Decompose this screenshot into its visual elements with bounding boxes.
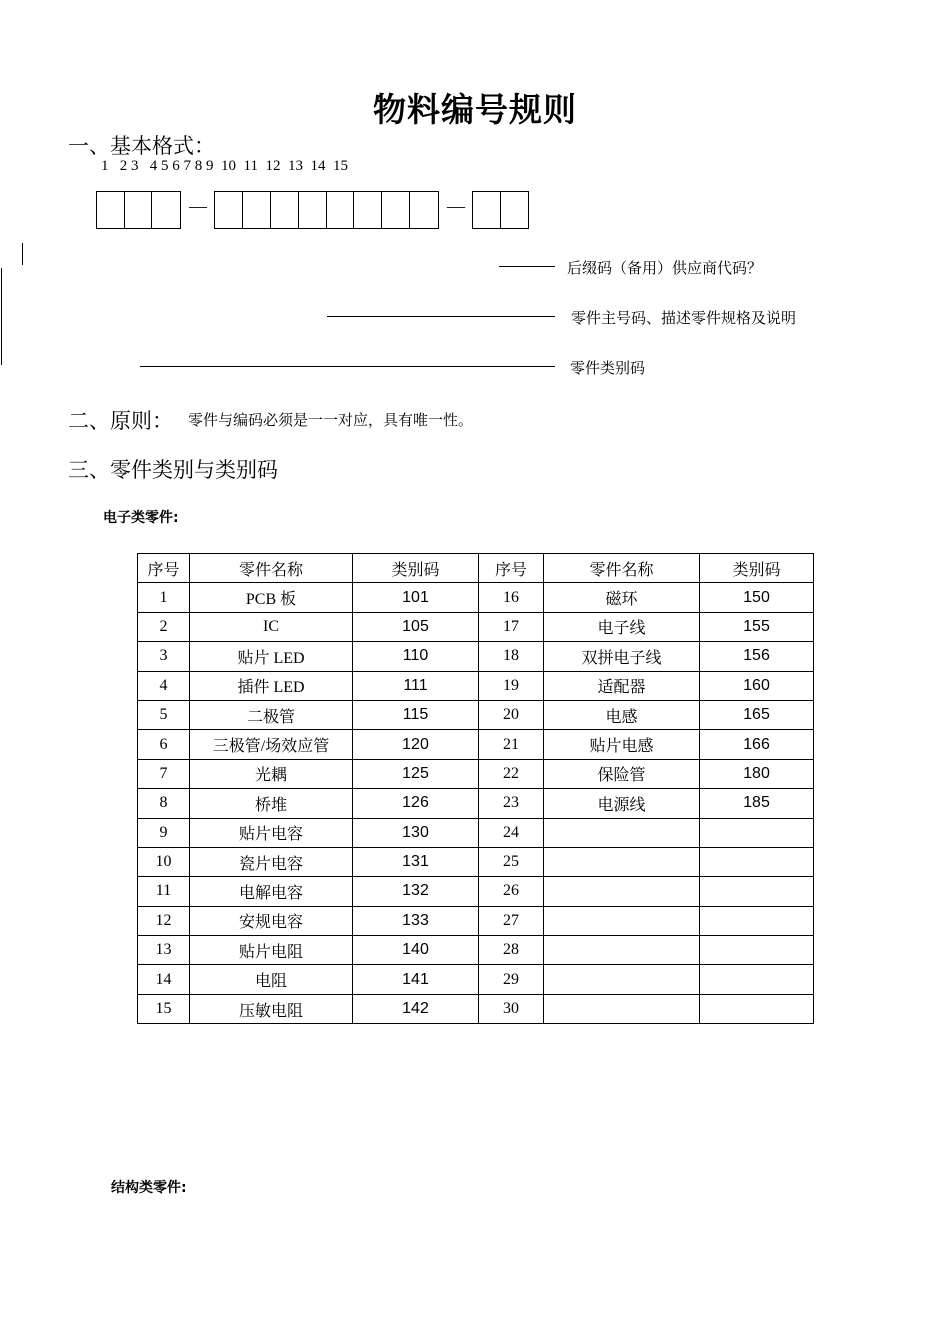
header-cell: 类别码: [700, 554, 814, 583]
part-name-cell: [544, 877, 700, 906]
row-number-cell: 30: [479, 994, 544, 1023]
code-box: [152, 192, 180, 228]
category-code-cell: 160: [700, 671, 814, 700]
section-basic-format-heading: 一、基本格式：: [68, 134, 215, 158]
header-cell: 零件名称: [544, 554, 700, 583]
table-row: [138, 818, 814, 847]
part-name-cell: 贴片电容: [190, 818, 353, 847]
code-separator: —: [447, 196, 465, 216]
suffix-code-boxes: [472, 191, 529, 229]
category-code-table: [137, 553, 814, 1024]
row-number-cell: 28: [479, 936, 544, 965]
digit-position-numbers: 1 2 3 4 5 6 7 8 9 10 11 12 13 14 15: [101, 158, 348, 174]
part-name-cell: 电感: [544, 700, 700, 729]
part-name-cell: 磁环: [544, 583, 700, 612]
row-number-cell: 17: [479, 612, 544, 641]
document-title: 物料编号规则: [373, 90, 577, 129]
part-name-cell: 安规电容: [190, 906, 353, 935]
margin-mark: [1, 268, 2, 365]
part-name-cell: 电解电容: [190, 877, 353, 906]
row-number-cell: 1: [138, 583, 190, 612]
category-code-cell: [700, 994, 814, 1023]
row-number-cell: 22: [479, 759, 544, 788]
table-row: [138, 994, 814, 1023]
code-box: [473, 192, 501, 228]
category-code-cell: 110: [353, 642, 479, 671]
table-header-row: [138, 554, 814, 583]
row-number-cell: 2: [138, 612, 190, 641]
category-code-cell: 101: [353, 583, 479, 612]
principle-text: 零件与编码必须是一一对应，具有唯一性。: [188, 413, 474, 429]
row-number-cell: 23: [479, 789, 544, 818]
row-number-cell: 8: [138, 789, 190, 818]
row-number-cell: 10: [138, 847, 190, 876]
category-code-cell: 125: [353, 759, 479, 788]
header-cell: 零件名称: [190, 554, 353, 583]
code-box: [125, 192, 153, 228]
category-code-cell: [700, 877, 814, 906]
leader-line: [327, 316, 555, 317]
section-principle-heading: 二、原则：: [68, 409, 173, 433]
category-code-cell: 105: [353, 612, 479, 641]
category-code-boxes: [96, 191, 181, 229]
table-row: [138, 583, 814, 612]
part-name-cell: 贴片 LED: [190, 642, 353, 671]
part-name-cell: [544, 994, 700, 1023]
row-number-cell: 29: [479, 965, 544, 994]
row-number-cell: 20: [479, 700, 544, 729]
category-code-cell: 111: [353, 671, 479, 700]
category-code-cell: 150: [700, 583, 814, 612]
margin-mark: [22, 243, 23, 265]
row-number-cell: 13: [138, 936, 190, 965]
electronic-parts-label: 电子类零件:: [103, 510, 179, 526]
part-name-cell: 贴片电阻: [190, 936, 353, 965]
part-name-cell: [544, 965, 700, 994]
row-number-cell: 25: [479, 847, 544, 876]
table-row: [138, 759, 814, 788]
row-number-cell: 21: [479, 730, 544, 759]
annotation-suffix-code: 后缀码（备用）供应商代码？: [567, 261, 763, 277]
part-name-cell: 贴片电感: [544, 730, 700, 759]
code-box: [382, 192, 410, 228]
code-box: [327, 192, 355, 228]
code-box: [354, 192, 382, 228]
row-number-cell: 5: [138, 700, 190, 729]
part-name-cell: [544, 847, 700, 876]
code-box: [410, 192, 438, 228]
category-code-cell: 142: [353, 994, 479, 1023]
row-number-cell: 11: [138, 877, 190, 906]
part-name-cell: 二极管: [190, 700, 353, 729]
part-name-cell: 电阻: [190, 965, 353, 994]
code-box: [97, 192, 125, 228]
category-code-cell: 130: [353, 818, 479, 847]
code-separator: —: [189, 196, 207, 216]
category-code-cell: 126: [353, 789, 479, 818]
section-categories-heading: 三、零件类别与类别码: [68, 458, 278, 482]
table-row: [138, 936, 814, 965]
category-code-cell: 180: [700, 759, 814, 788]
row-number-cell: 12: [138, 906, 190, 935]
annotation-category-code: 零件类别码: [570, 361, 646, 377]
row-number-cell: 27: [479, 906, 544, 935]
table-row: [138, 906, 814, 935]
category-code-cell: 140: [353, 936, 479, 965]
category-code-cell: 166: [700, 730, 814, 759]
part-name-cell: 三极管/场效应管: [190, 730, 353, 759]
part-name-cell: 双拼电子线: [544, 642, 700, 671]
part-name-cell: 光耦: [190, 759, 353, 788]
row-number-cell: 19: [479, 671, 544, 700]
main-code-boxes: [214, 191, 439, 229]
part-name-cell: PCB 板: [190, 583, 353, 612]
header-cell: 序号: [138, 554, 190, 583]
category-code-cell: [700, 906, 814, 935]
code-box: [299, 192, 327, 228]
part-name-cell: 瓷片电容: [190, 847, 353, 876]
category-code-cell: 115: [353, 700, 479, 729]
part-name-cell: [544, 906, 700, 935]
category-code-cell: [700, 936, 814, 965]
table-row: [138, 847, 814, 876]
part-name-cell: [544, 936, 700, 965]
row-number-cell: 9: [138, 818, 190, 847]
part-name-cell: 桥堆: [190, 789, 353, 818]
row-number-cell: 6: [138, 730, 190, 759]
code-box: [501, 192, 528, 228]
header-cell: 序号: [479, 554, 544, 583]
row-number-cell: 14: [138, 965, 190, 994]
part-name-cell: 适配器: [544, 671, 700, 700]
structural-parts-label: 结构类零件:: [111, 1180, 187, 1196]
row-number-cell: 26: [479, 877, 544, 906]
table-row: [138, 671, 814, 700]
category-code-cell: 185: [700, 789, 814, 818]
row-number-cell: 18: [479, 642, 544, 671]
category-code-cell: 131: [353, 847, 479, 876]
part-name-cell: 电源线: [544, 789, 700, 818]
code-box: [215, 192, 243, 228]
row-number-cell: 7: [138, 759, 190, 788]
annotation-main-code: 零件主号码、描述零件规格及说明: [571, 311, 797, 327]
row-number-cell: 4: [138, 671, 190, 700]
part-name-cell: 插件 LED: [190, 671, 353, 700]
part-name-cell: 保险管: [544, 759, 700, 788]
category-code-cell: 156: [700, 642, 814, 671]
category-code-cell: [700, 847, 814, 876]
part-name-cell: 压敏电阻: [190, 994, 353, 1023]
part-name-cell: 电子线: [544, 612, 700, 641]
category-code-cell: 155: [700, 612, 814, 641]
part-name-cell: [544, 818, 700, 847]
table-row: [138, 612, 814, 641]
category-code-cell: 165: [700, 700, 814, 729]
table-row: [138, 700, 814, 729]
table-row: [138, 877, 814, 906]
category-code-cell: [700, 818, 814, 847]
category-code-cell: [700, 965, 814, 994]
table-row: [138, 789, 814, 818]
code-box: [243, 192, 271, 228]
row-number-cell: 16: [479, 583, 544, 612]
row-number-cell: 3: [138, 642, 190, 671]
leader-line: [499, 266, 555, 267]
category-code-cell: 120: [353, 730, 479, 759]
table-row: [138, 730, 814, 759]
header-cell: 类别码: [353, 554, 479, 583]
category-code-cell: 141: [353, 965, 479, 994]
part-name-cell: IC: [190, 612, 353, 641]
code-box: [271, 192, 299, 228]
table-row: [138, 642, 814, 671]
category-code-cell: 132: [353, 877, 479, 906]
row-number-cell: 15: [138, 994, 190, 1023]
row-number-cell: 24: [479, 818, 544, 847]
category-code-cell: 133: [353, 906, 479, 935]
leader-line: [140, 366, 555, 367]
table-row: [138, 965, 814, 994]
